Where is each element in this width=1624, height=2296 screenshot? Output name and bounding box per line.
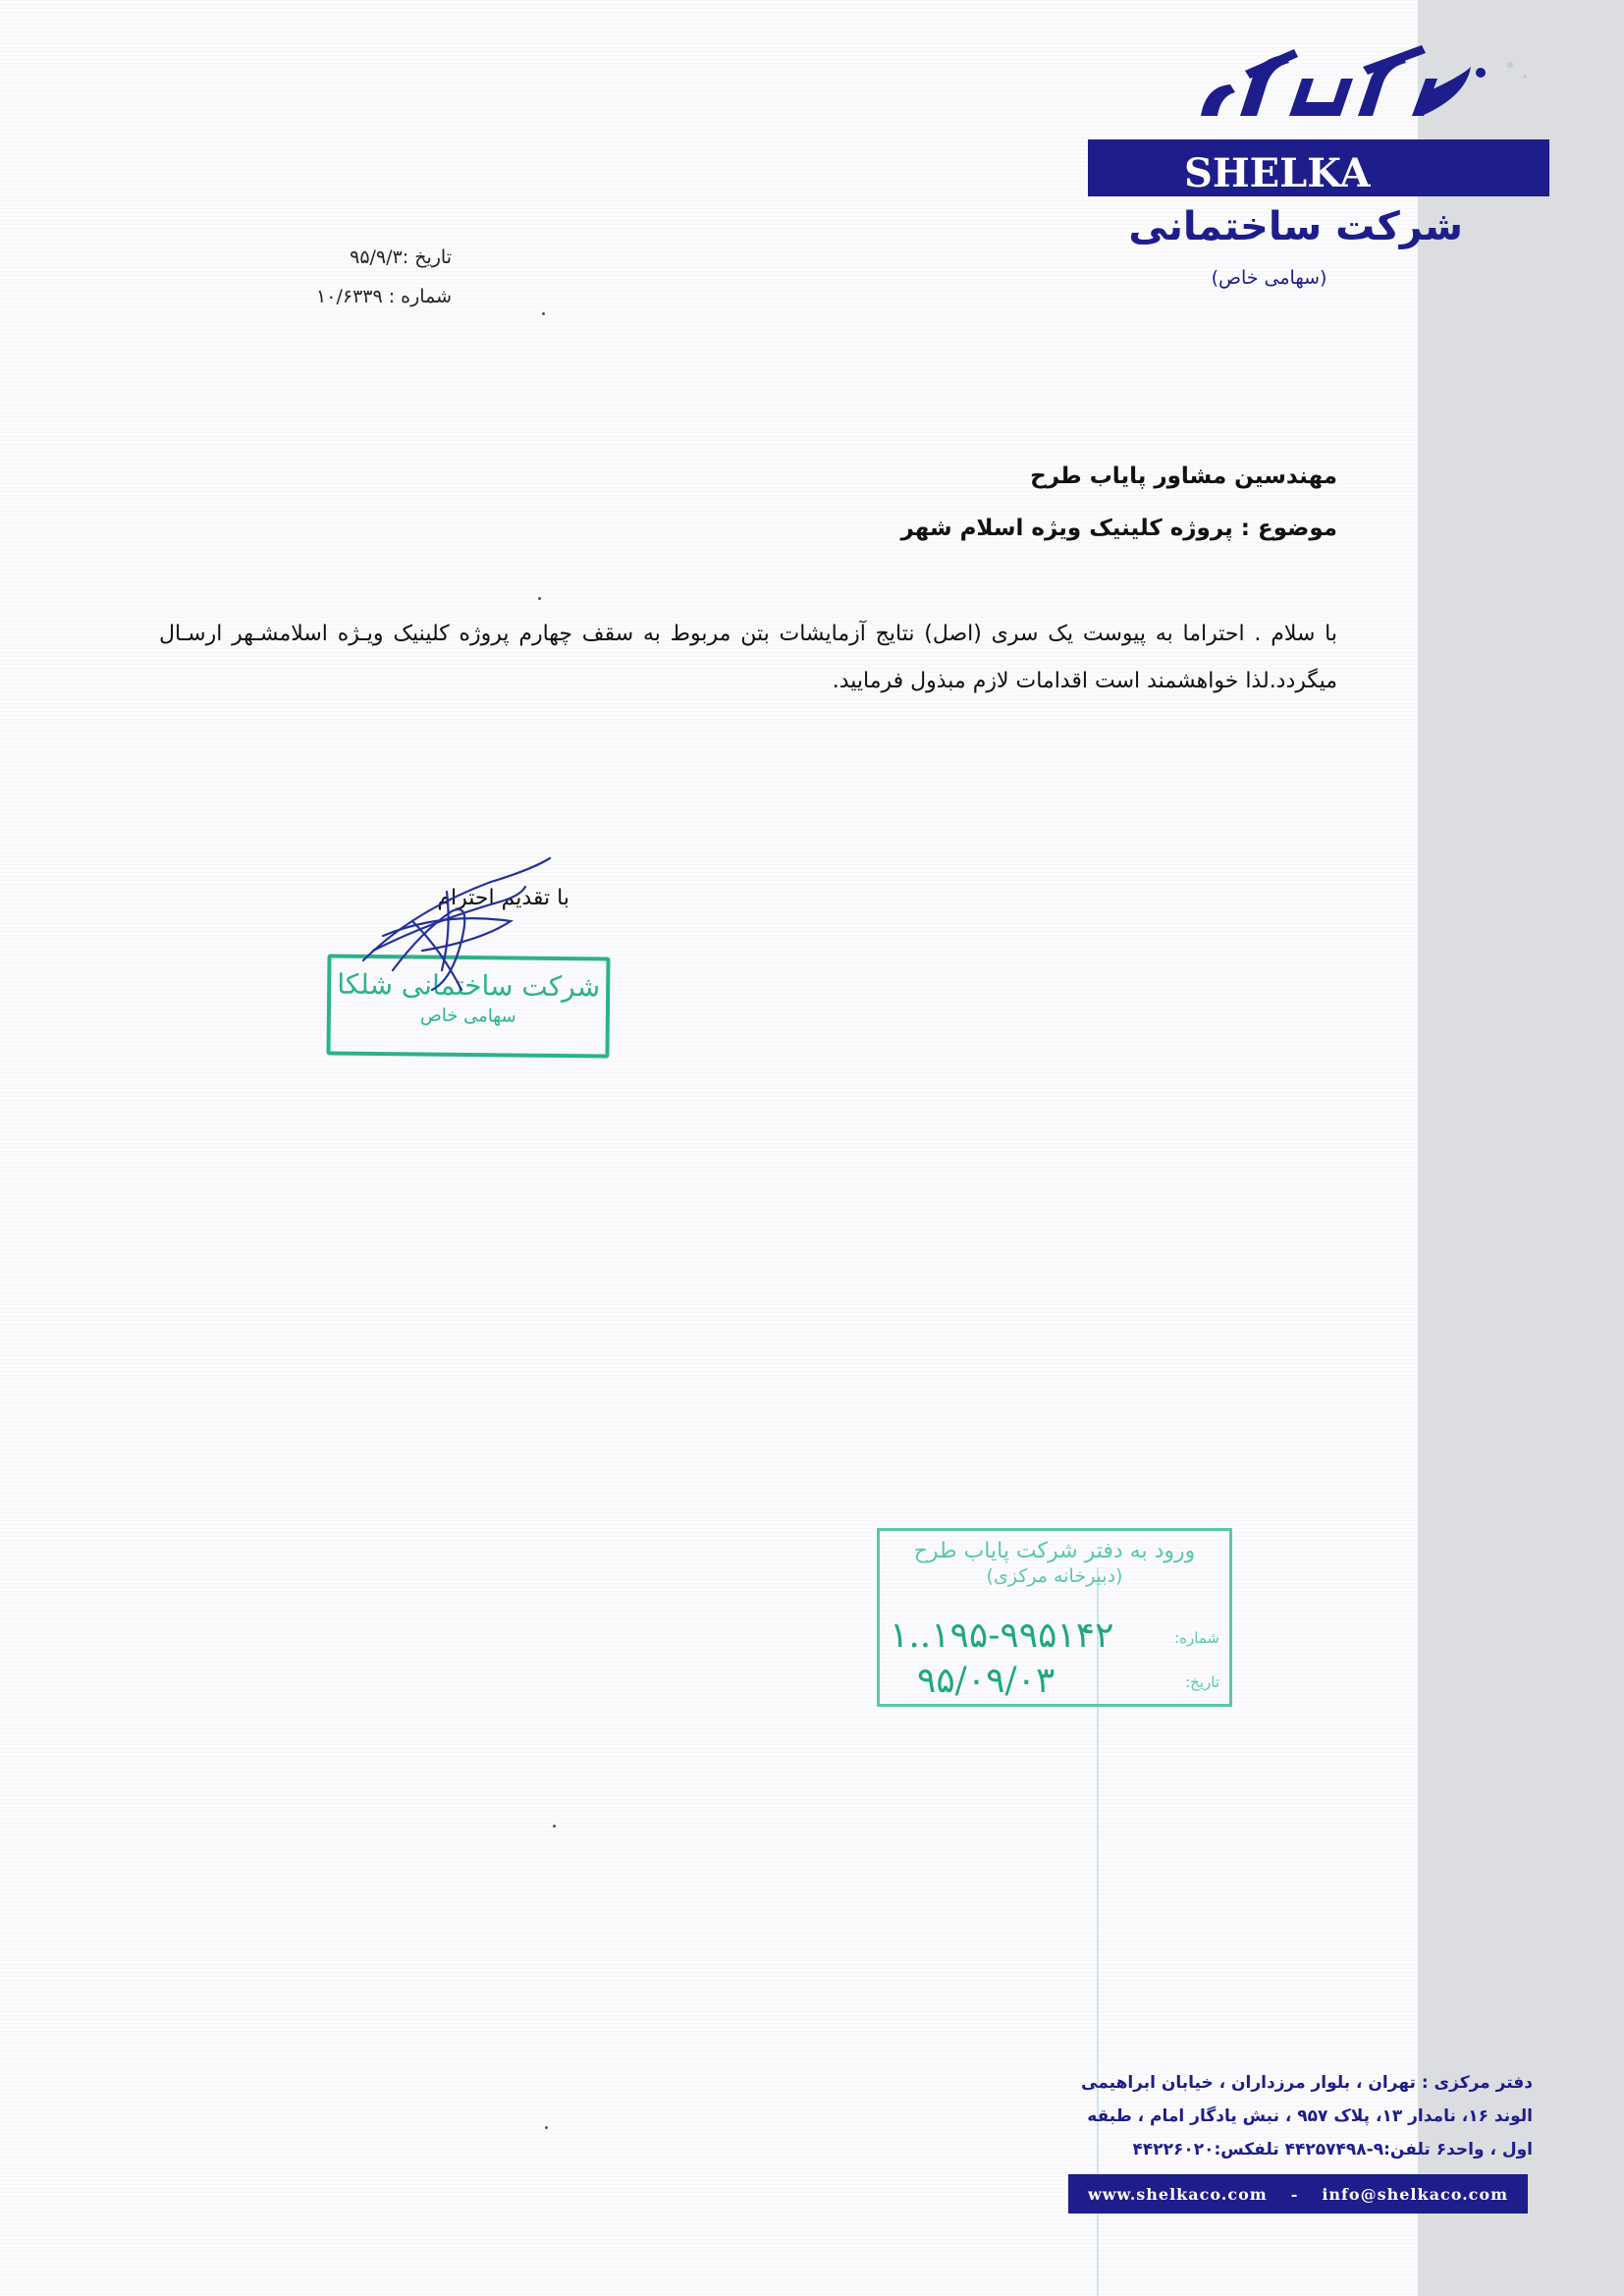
scan-speck [545,2126,548,2129]
received-number-label: شماره: [1174,1629,1219,1647]
company-name: شرکت ساختمانی [1128,204,1463,249]
company-logo [1088,37,1551,204]
scan-speck [553,1825,556,1828]
company-type: (سهامی خاص) [1211,267,1327,289]
company-stamp-name: شرکت ساختمانی شلکا [337,967,601,1004]
footer-contact-bar [1068,2174,1528,2214]
signature [353,852,560,1000]
letter-meta [285,238,452,316]
footer-separator: - [1290,2184,1299,2204]
footer-address [1068,2066,1533,2166]
footer-website-link[interactable]: www.shelkaco.com [1088,2184,1268,2204]
logo-wordmark: SHELKA [1184,150,1371,196]
received-date-value: ۹۵/۰۹/۰۳ [917,1661,1056,1701]
received-number-value: ۱..۱۹۵-۹۹۵۱۴۲ [890,1615,1114,1656]
footer-email-link[interactable]: info@shelkaco.com [1322,2184,1508,2204]
received-stamp-title: ورود به دفتر شرکت پایاب طرح [913,1539,1196,1563]
letter-number: شماره : ۱۰/۶۳۳۹ [316,286,452,307]
received-stamp [877,1528,1232,1707]
recipient: مهندسین مشاور پایاب طرح [1030,464,1337,489]
letter-body: با سلام . احتراما به پیوست یک سری (اصل) نتایج آزمایشات بتن مربوط به سقف چهارم پروژه کلینیک ویـژه اسلامشـهر ارسـال میگردد.لذا خواهشمند است اقدامات لازم مبذول فرمایید. [159,622,1337,693]
footer-address-line-3: اول ، واحد۶ تلفن:۹-۴۴۲۵۷۴۹۸ تلفکس:۴۴۲۲۶۰۲۰ [1132,2140,1533,2159]
subject-line: موضوع : پروژه کلینیک ویژه اسلام شهر [900,516,1337,541]
letter-date: تاریخ :۹۵/۹/۳ [350,246,452,268]
received-date-label: تاریخ: [1185,1673,1219,1691]
scan-speck [538,597,541,600]
side-band [1418,0,1624,2296]
footer-address-line-1: دفتر مرکزی : تهران ، بلوار مرزداران ، خیابان ابراهیمی [1081,2073,1533,2093]
received-stamp-subtitle: (دبیرخانه مرکزی) [986,1565,1123,1587]
company-stamp-type: سهامی خاص [419,1005,516,1027]
footer-address-line-2: الوند ۱۶، نامدار ۱۳، پلاک ۹۵۷ ، نبش یادگار امام ، طبقه [1087,2106,1533,2126]
closing-phrase: با تقدیم احترام [437,886,569,910]
scan-speck [542,312,545,315]
